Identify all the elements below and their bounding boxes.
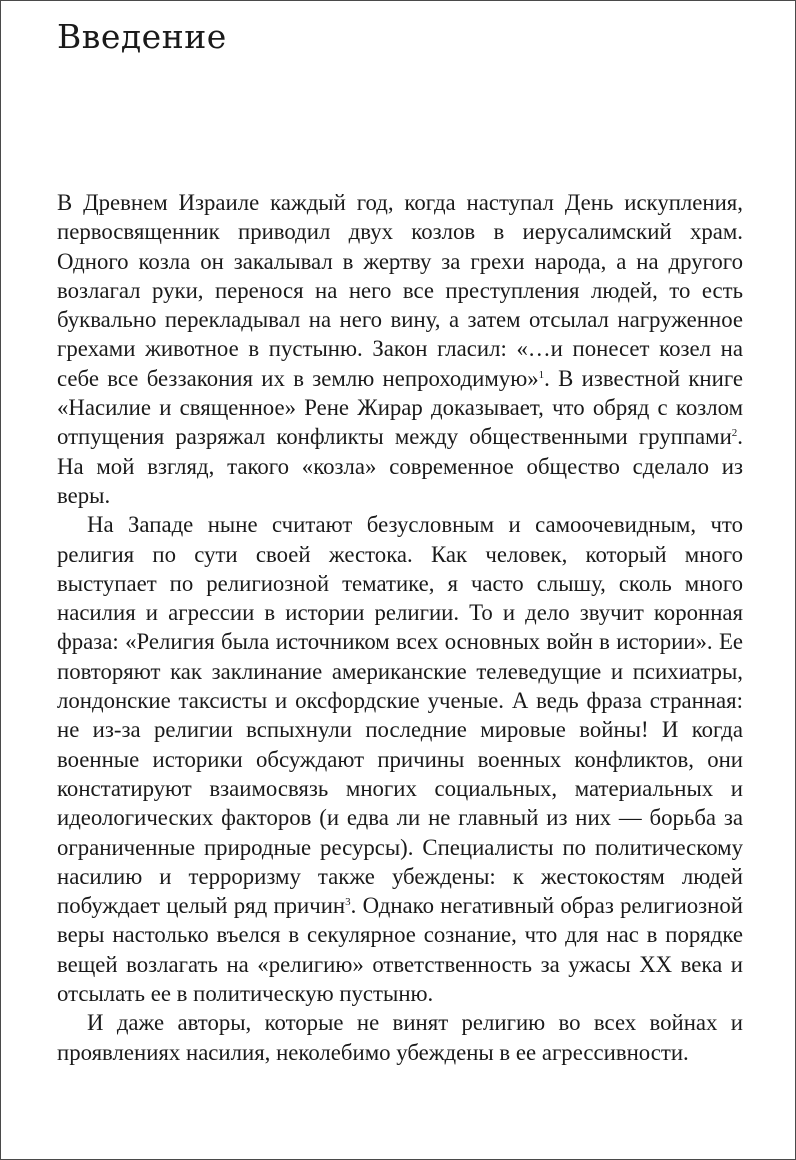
paragraph-text: . В известной книге «Насилие и священное» Рене Жирар доказывает, что обряд с козлом отпущения разряжал конфликты между общественными группами <box>57 365 743 450</box>
paragraph-3 <box>57 1008 743 1067</box>
footnote-marker: 3 <box>345 895 351 908</box>
paragraph-text: И даже авторы, которые не винят религию во всех войнах и проявлениях насилия, неколебимо убеждены в ее агрессивности. <box>57 1010 743 1065</box>
paragraph-text: . Однако негативный образ религиозной веры настолько въелся в секулярное сознание, что для нас в порядке вещей возлагать на «религию» ответственность за ужасы XX века и отсылать ее в политическую пустыню. <box>57 893 743 1007</box>
paragraph-text: В Древнем Израиле каждый год, когда наступал День искупления, первосвященник приводил двух козлов в иерусалимский храм. Одного козла он закалывал в жертву за грехи народа, а на другого возлагал руки, перенося на него все преступления людей, то есть буквально перекладывал на него вину, а затем отсылал нагруженное грехами животное в пустыню. Закон гласил: «…и понесет козел на себе все беззакония их в землю непроходимую» <box>57 190 743 391</box>
paragraph-text: На Западе ныне считают безусловным и самоочевидным, что религия по сути своей жестока. Как человек, который много выступает по религиозной тематике, я часто слышу, сколь много насилия и агрессии в истории религии. То и дело звучит коронная фраза: «Религия была источником всех основных войн в истории». Ее повторяют как заклинание американские телеведущие и психиатры, лондонские таксисты и оксфордские ученые. А ведь фраза странная: не из-за религии вспыхнули последние мировые войны! И когда военные историки обсуждают причины военных конфликтов, они констатируют взаимосвязь многих социальных, материальных и идеологических факторов (и едва ли не главный из них — борьба за ограниченные природные ресурсы). Специалисты по политическому насилию и терроризму также убеждены: к жестокостям людей побуждает целый ряд причин <box>57 512 743 919</box>
body-text <box>57 188 743 1067</box>
paragraph-2 <box>57 510 743 1008</box>
footnote-marker: 2 <box>731 427 738 440</box>
page <box>57 12 743 1065</box>
chapter-title: Введение <box>57 17 227 56</box>
paragraph-1 <box>57 188 743 510</box>
footnote-marker: 1 <box>538 368 545 381</box>
paragraph-text: . На мой взгляд, такого «козла» современное общество сделало из веры. <box>57 424 743 508</box>
